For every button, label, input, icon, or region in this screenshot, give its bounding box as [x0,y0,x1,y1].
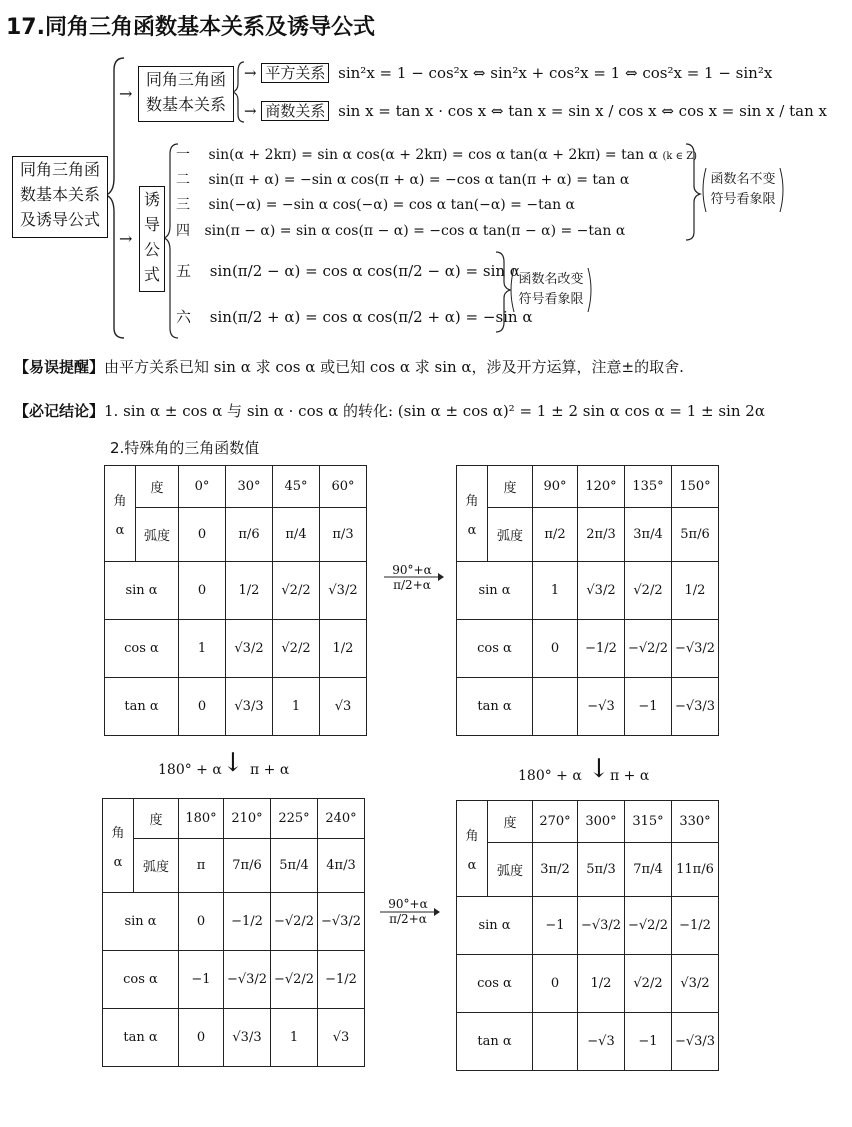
relation-row [244,62,772,83]
formula-text: sin(π + α) = −sin α cos(π + α) = −cos α tan(π + α) = tan α [208,172,630,188]
sin-header: sin α [105,562,179,620]
conclusion-tag: 【必记结论】 [14,402,105,420]
cell: −√2/2 [625,897,672,955]
cell: √2/2 [625,562,672,620]
cell: 1/2 [672,562,719,620]
cell: 0 [179,678,226,736]
tan-header: tan α [103,1009,179,1067]
cell: −√3/2 [578,897,625,955]
cell: 210° [224,799,271,839]
root-box-line: 及诱导公式 [19,210,100,229]
cell: 120° [578,466,625,508]
cell: −1 [533,897,578,955]
formula-row [176,144,697,164]
cell: π [179,839,224,893]
side-note-line: 函数名不变 [710,172,776,187]
cell: 1/2 [226,562,273,620]
relation-label: 商数关系 [261,101,329,121]
cell: 90° [533,466,578,508]
cell: √2/2 [625,955,672,1013]
relation-formula: sin x = tan x · cos x ⇔ tan x = sin x / cos x ⇔ cos x = sin x / tan x [338,102,827,120]
formula-row [176,260,520,281]
relation-formula: sin²x = 1 − cos²x ⇔ sin²x + cos²x = 1 ⇔ cos²x = 1 − sin²x [338,64,773,82]
cell: √2/2 [273,620,320,678]
cell: −√3/2 [672,620,719,678]
down-arrow-icon: ↓ [222,748,244,778]
degree-header: 度 [136,466,179,508]
values-table-90-150 [456,465,719,736]
cell: 30° [226,466,273,508]
cell: 0° [179,466,226,508]
induction-box-char: 诱 [143,190,160,209]
cell [533,1013,578,1071]
relation-label: 平方关系 [261,63,329,83]
cell: 3π/2 [533,843,578,897]
cell: −√3/3 [672,678,719,736]
cell: √3/2 [672,955,719,1013]
formula-row [176,169,629,189]
cell: −√2/2 [625,620,672,678]
transition-label-top: 90°+α [392,563,432,577]
cell: 11π/6 [672,843,719,897]
formula-text: sin(π − α) = sin α cos(π − α) = −cos α tan(π − α) = −tan α [204,223,626,239]
cell: π/4 [273,508,320,562]
cell: √3/3 [226,678,273,736]
values-table-180-240 [102,798,365,1067]
angle-header [105,466,136,562]
cell: 1 [273,678,320,736]
tan-header: tan α [105,678,179,736]
cell: 180° [179,799,224,839]
vertical-label-left: 180° + α [518,768,582,784]
cell: π/2 [533,508,578,562]
relation-arrow: → [244,102,257,120]
cell: √3 [318,1009,365,1067]
cell: 60° [320,466,367,508]
cell: −√2/2 [271,951,318,1009]
degree-header: 度 [488,801,533,843]
cell: 0 [533,620,578,678]
cell: 7π/6 [224,839,271,893]
cell: √3/2 [320,562,367,620]
formula-num: 四 [176,223,190,239]
cell: −1/2 [318,951,365,1009]
cell: −√2/2 [271,893,318,951]
angle-label: 角 [111,825,125,841]
cell: π/3 [320,508,367,562]
relation-row [244,100,827,121]
cell: 1/2 [320,620,367,678]
alpha-label: α [467,522,477,538]
alpha-label: α [467,857,477,873]
formula-text: sin(−α) = −sin α cos(−α) = cos α tan(−α) = −tan α [208,197,575,213]
cell: √3/3 [224,1009,271,1067]
cell: 1/2 [578,955,625,1013]
formula-num: 三 [176,197,190,213]
induction-box-char: 公 [143,240,160,259]
induction-box [139,186,165,292]
cell: −√3 [578,678,625,736]
cell: −1/2 [224,893,271,951]
vertical-label-right: π + α [610,768,650,784]
side-note-unchanged [706,170,780,210]
transition-label-bottom: π/2+α [393,578,431,592]
sin-header: sin α [457,562,533,620]
cell: 1 [271,1009,318,1067]
cell: 5π/4 [271,839,318,893]
relation-arrow: → [244,64,257,82]
alpha-label: α [113,854,123,870]
conclusion-paragraph [14,400,765,421]
radian-header: 弧度 [488,843,533,897]
degree-header: 度 [488,466,533,508]
cell: 0 [179,893,224,951]
cell: 240° [318,799,365,839]
side-note-changed [514,270,588,310]
cell: 330° [672,801,719,843]
cell: 0 [533,955,578,1013]
formula-row [176,194,575,214]
values-table-270-330 [456,800,719,1071]
cell: 7π/4 [625,843,672,897]
page-title: 17.同角三角函数基本关系及诱导公式 [6,15,375,40]
tip-tag: 【易误提醒】 [14,358,105,376]
cos-header: cos α [103,951,179,1009]
angle-label: 角 [465,493,479,509]
side-note-line: 函数名改变 [518,272,584,287]
cos-header: cos α [457,955,533,1013]
transition-label-bottom: π/2+α [389,912,427,926]
vertical-label-right: π + α [250,762,290,778]
formula-num: 一 [176,147,190,163]
radian-header: 弧度 [136,508,179,562]
tip-paragraph [14,356,684,377]
cell: −√3/2 [224,951,271,1009]
formula-row [176,220,625,240]
formula-text: sin(π/2 − α) = cos α cos(π/2 − α) = sin α [209,262,520,280]
cell: 300° [578,801,625,843]
tip-text: 由平方关系已知 sin α 求 cos α 或已知 cos α 求 sin α，涉及开方运算，注意±的取舍. [104,358,684,376]
cell: −√3/3 [672,1013,719,1071]
relations-box-line: 同角三角函 [145,70,226,89]
cell: −1 [179,951,224,1009]
alpha-label: α [115,522,125,538]
cell: √3/2 [226,620,273,678]
relations-box [138,66,234,122]
induction-box-char: 式 [143,265,160,284]
angle-header [103,799,134,893]
values-table-0-60 [104,465,367,736]
cell: 135° [625,466,672,508]
cell: 1 [533,562,578,620]
radian-header: 弧度 [134,839,179,893]
branch-arrow: → [119,84,133,103]
sin-header: sin α [103,893,179,951]
angle-header [457,801,488,897]
cell: 45° [273,466,320,508]
cell [533,678,578,736]
cell: −1/2 [578,620,625,678]
formula-num: 六 [176,308,192,326]
root-box-line: 同角三角函 [19,160,100,179]
sin-header: sin α [457,897,533,955]
cell: 5π/6 [672,508,719,562]
down-arrow-icon: ↓ [588,754,610,784]
cell: 1 [179,620,226,678]
cos-header: cos α [457,620,533,678]
cell: √3 [320,678,367,736]
cell: 4π/3 [318,839,365,893]
conclusion-text: 1. sin α ± cos α 与 sin α · cos α 的转化: (sin α ± cos α)² = 1 ± 2 sin α cos α = 1 ± sin 2α [104,402,765,420]
cell: −1 [625,678,672,736]
angle-label: 角 [465,828,479,844]
cell: 150° [672,466,719,508]
cell: 270° [533,801,578,843]
induction-box-char: 导 [143,215,160,234]
relations-box-line: 数基本关系 [145,95,226,114]
cell: √3/2 [578,562,625,620]
formula-text: sin(π/2 + α) = cos α cos(π/2 + α) = −sin α [209,308,533,326]
cell: −1/2 [672,897,719,955]
cell: 0 [179,508,226,562]
side-note-line: 符号看象限 [710,192,776,207]
cell: 0 [179,1009,224,1067]
branch-arrow: → [119,229,133,248]
cell: 2π/3 [578,508,625,562]
cell: −√3 [578,1013,625,1071]
radian-header: 弧度 [488,508,533,562]
tan-header: tan α [457,678,533,736]
transition-label-top: 90°+α [388,897,428,911]
cell: √2/2 [273,562,320,620]
cell: π/6 [226,508,273,562]
angle-header [457,466,488,562]
vertical-label-left: 180° + α [158,762,222,778]
special-values-title: 2.特殊角的三角函数值 [110,439,260,457]
formula-num: 二 [176,172,190,188]
formula-num: 五 [176,262,192,280]
formula-text: sin(α + 2kπ) = sin α cos(α + 2kπ) = cos α tan(α + 2kπ) = tan α [208,147,659,163]
cell: −1 [625,1013,672,1071]
tan-header: tan α [457,1013,533,1071]
cell: 5π/3 [578,843,625,897]
side-note-line: 符号看象限 [518,292,584,307]
cell: 0 [179,562,226,620]
degree-header: 度 [134,799,179,839]
cell: 3π/4 [625,508,672,562]
formula-note: (k ∈ Z) [662,151,698,162]
formula-row [176,306,533,327]
cell: 315° [625,801,672,843]
cell: −√3/2 [318,893,365,951]
root-box-line: 数基本关系 [19,185,100,204]
cos-header: cos α [105,620,179,678]
angle-label: 角 [113,493,127,509]
root-box [12,156,108,238]
cell: 225° [271,799,318,839]
